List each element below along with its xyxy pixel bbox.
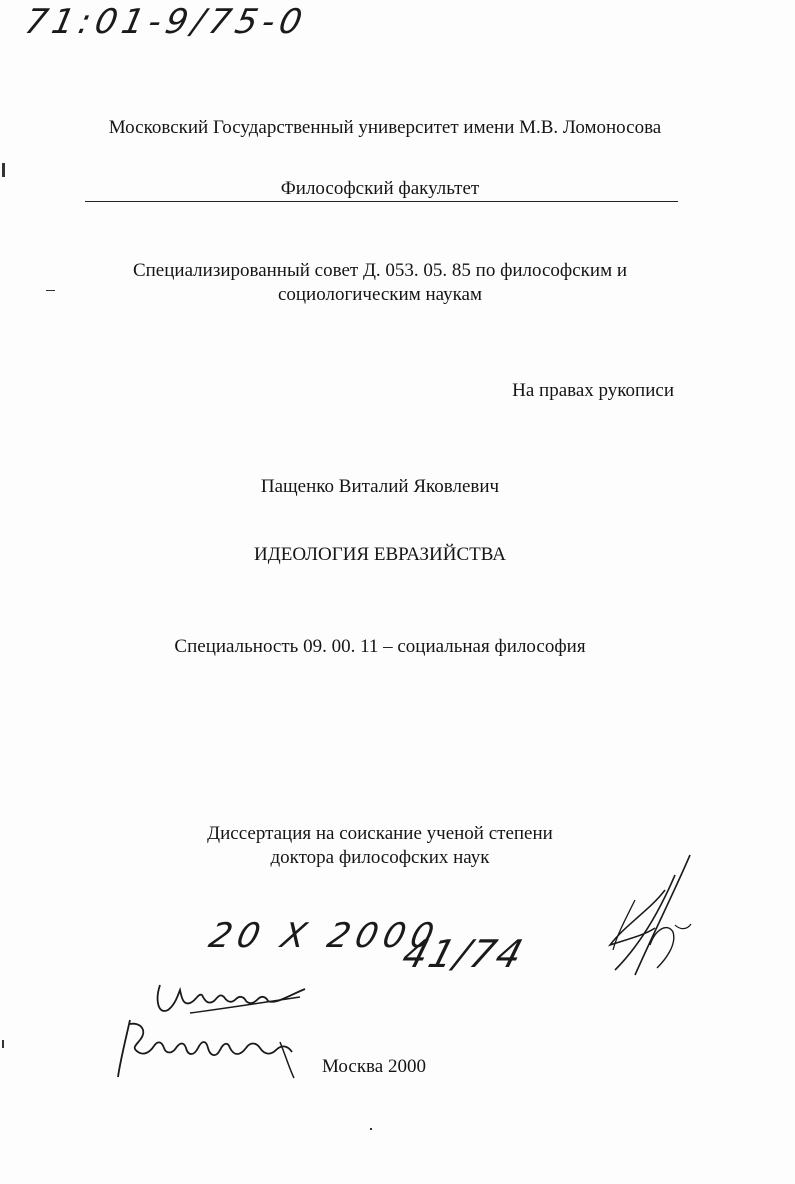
manuscript-rights: На правах рукописи	[512, 380, 674, 401]
faculty-underline	[85, 201, 678, 202]
dissertation-degree-line-2: доктора философских наук	[270, 847, 490, 868]
margin-mark	[2, 1040, 4, 1048]
handwritten-date: 20 X 2000	[205, 916, 444, 956]
dissertation-title: ИДЕОЛОГИЯ ЕВРАЗИЙСТВА	[254, 544, 506, 565]
council-line-1: Специализированный совет Д. 053. 05. 85 по философским и	[132, 260, 628, 281]
dissertation-degree-line-1: Диссертация на соискание ученой степени	[207, 823, 553, 844]
specialty: Специальность 09. 00. 11 – социальная философия	[174, 636, 586, 657]
city-year: Москва 2000	[322, 1056, 426, 1077]
margin-mark	[2, 163, 5, 177]
catalog-number: 71:01-9/75-0	[21, 2, 311, 42]
handwritten-scribble-2	[110, 1012, 310, 1082]
handwritten-number: 41/74	[397, 932, 530, 976]
signature-right	[595, 850, 705, 980]
university-name: Московский Государственный университет имени М.В. Ломоносова	[108, 117, 662, 138]
faculty-name: Философский факультет	[280, 178, 480, 199]
council-line-2: социологическим наукам	[277, 284, 483, 305]
dust-speck	[370, 1128, 372, 1130]
author-name: Пащенко Виталий Яковлевич	[260, 476, 500, 497]
